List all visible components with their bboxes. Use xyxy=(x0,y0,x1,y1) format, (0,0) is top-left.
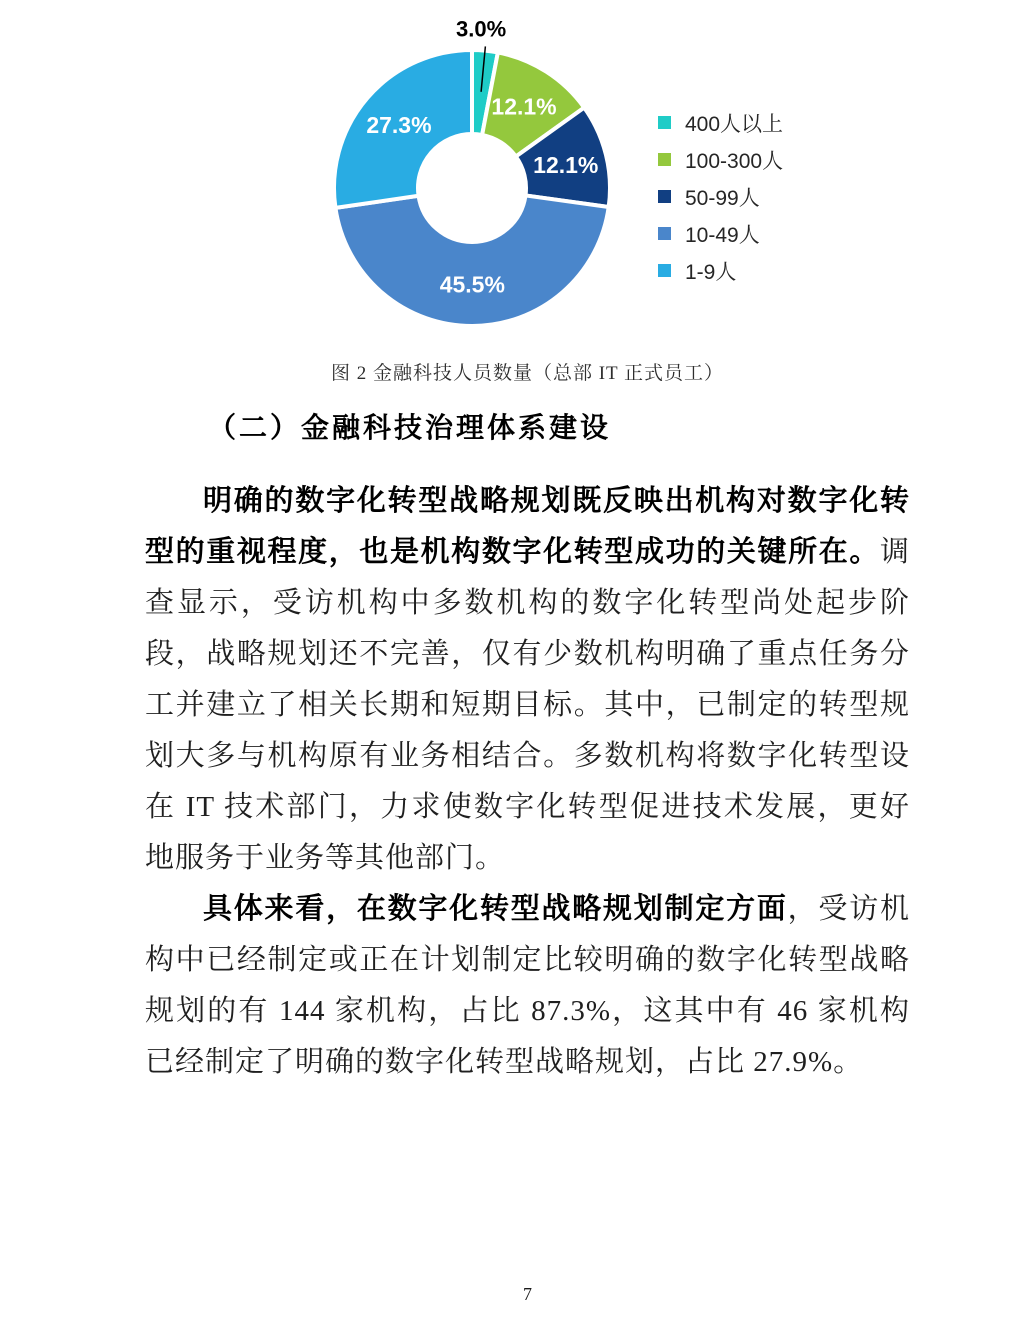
pie-slice-label-2: 12.1% xyxy=(533,151,599,178)
legend-swatch-icon xyxy=(658,190,671,203)
legend-label: 1-9人 xyxy=(685,260,737,284)
pie-slice-label-0: 3.0% xyxy=(455,16,507,42)
legend-swatch-icon xyxy=(658,264,671,277)
page-number: 7 xyxy=(523,1284,532,1304)
legend-label: 10-49人 xyxy=(685,223,760,247)
legend-label: 50-99人 xyxy=(685,186,760,210)
paragraph-2 xyxy=(145,884,910,1088)
figure-caption: 图 2 金融科技人员数量（总部 IT 正式员工） xyxy=(330,363,725,384)
paragraph-1-bold-segment: 明确的数字化转型战略规划既反映出机构对数字化转型的重视程度，也是机构数字化转型成功的关键所在。 xyxy=(145,485,910,568)
pie-slice-3 xyxy=(335,195,608,326)
legend-item-0 xyxy=(658,104,783,141)
paragraph-1 xyxy=(145,476,910,884)
legend-item-1 xyxy=(658,141,783,178)
paragraph-1-regular-segment: 调查显示，受访机构中多数机构的数字化转型尚处起步阶段，战略规划还不完善，仅有少数机构明确了重点任务分工并建立了相关长期和短期目标。其中，已制定的转型规划大多与机构原有业务相结合。多数机构将数字化转型设在 IT 技术部门，力求使数字化转型促进技术发展，更好地服务于业务等其他部门。 xyxy=(145,536,910,874)
legend-item-2 xyxy=(658,178,783,215)
chart-legend xyxy=(658,104,783,289)
pie-slice-label-3: 45.5% xyxy=(439,271,505,298)
legend-swatch-icon xyxy=(658,153,671,166)
donut-chart xyxy=(300,12,720,362)
legend-item-3 xyxy=(658,215,783,252)
legend-label: 400人以上 xyxy=(685,112,784,136)
section-heading: （二）金融科技治理体系建设 xyxy=(208,413,612,444)
pie-slice-label-4: 27.3% xyxy=(366,111,432,138)
legend-label: 100-300人 xyxy=(685,149,784,173)
pie-slice-label-1: 12.1% xyxy=(491,93,557,120)
legend-swatch-icon xyxy=(658,227,671,240)
paragraph-2-bold-segment: 具体来看，在数字化转型战略规划制定方面 xyxy=(203,893,788,925)
legend-item-4 xyxy=(658,252,783,289)
body-text xyxy=(145,476,910,1088)
legend-swatch-icon xyxy=(658,116,671,129)
paragraph-2-regular-segment: ，受访机构中已经制定或正在计划制定比较明确的数字化转型战略规划的有 144 家机构，占比 87.3%，这其中有 46 家机构已经制定了明确的数字化转型战略规划，占比 27.9%。 xyxy=(145,893,910,1078)
